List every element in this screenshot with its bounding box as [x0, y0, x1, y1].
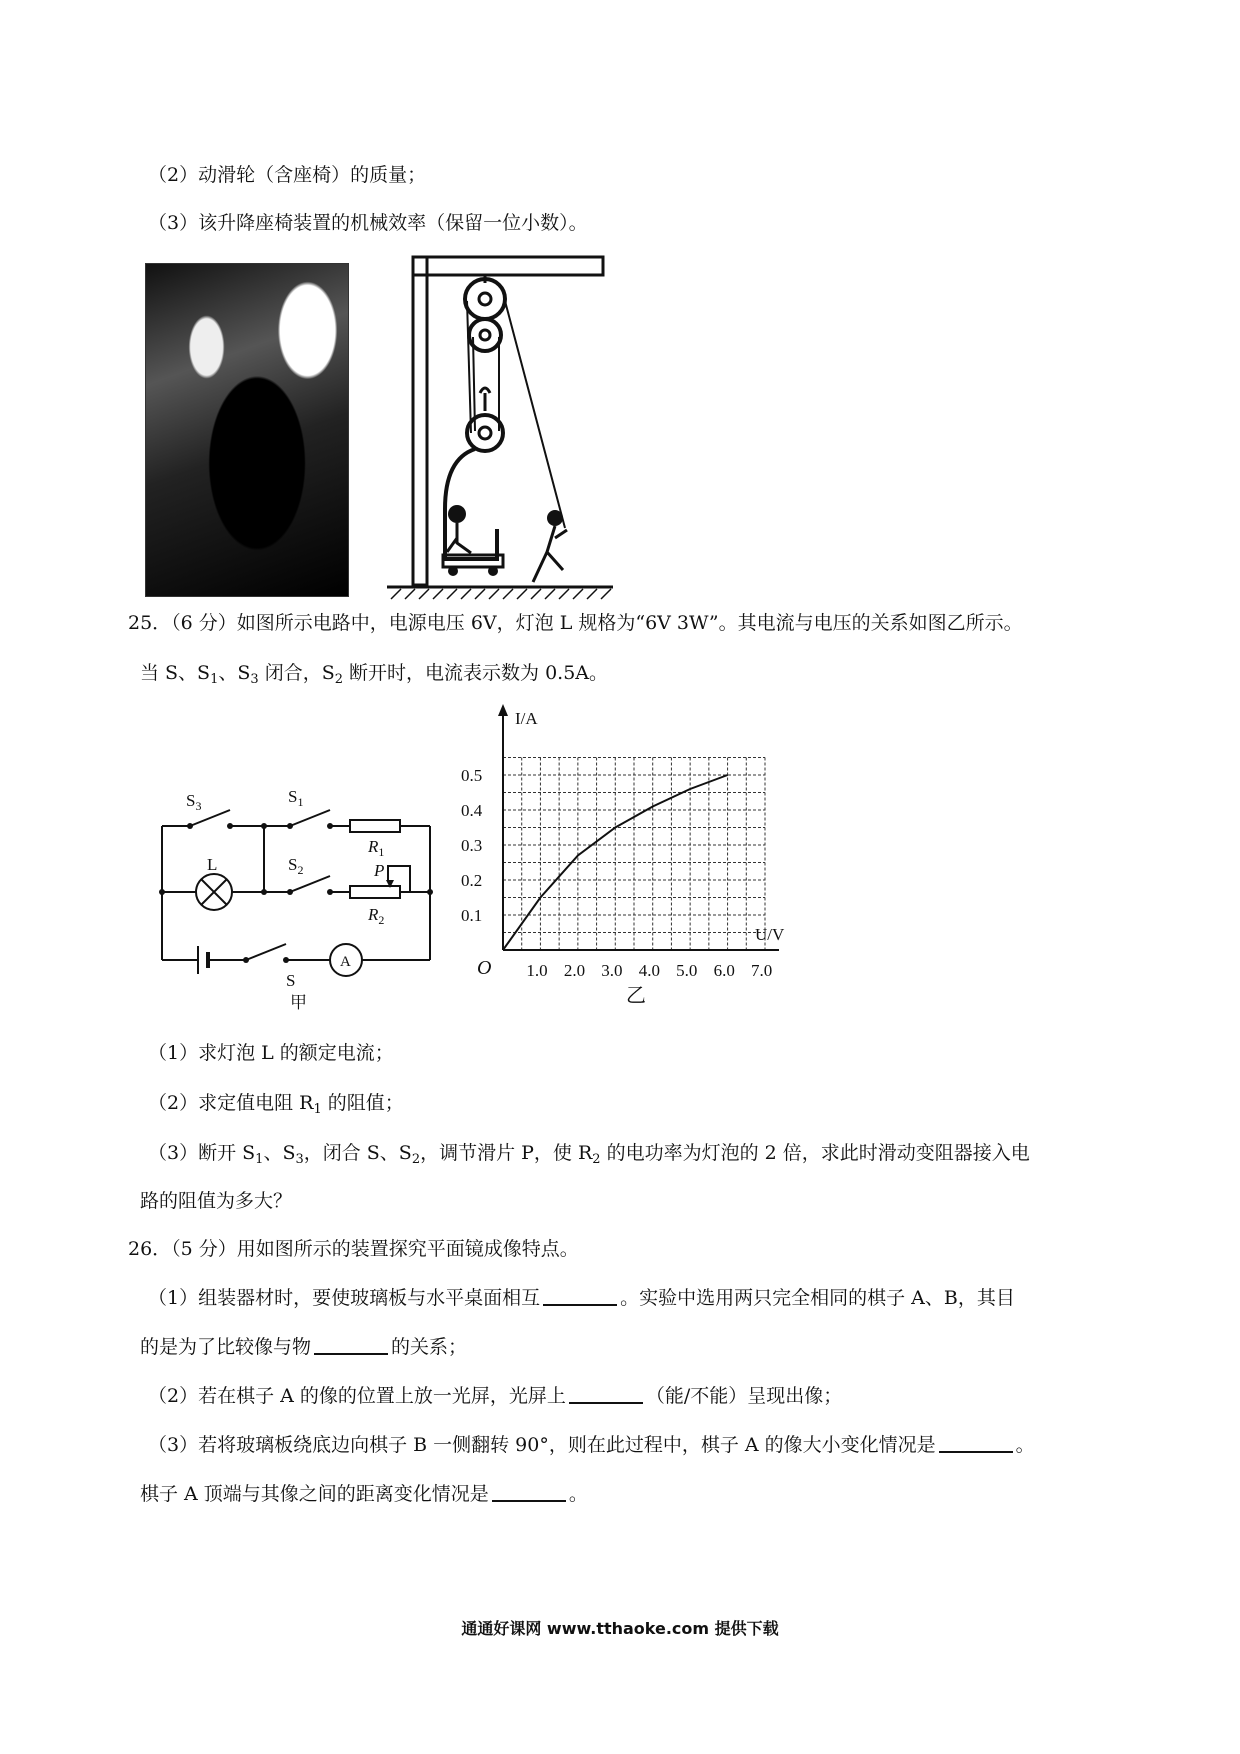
q26-item1-part: （1）组装器材时，要使玻璃板与水平桌面相互: [148, 1287, 541, 1309]
q25-item2-part: 的阻值；: [321, 1092, 404, 1114]
q26-item3-part: 。: [568, 1483, 588, 1505]
chart-grid: [503, 758, 765, 951]
circuit-diagram: [150, 780, 450, 1015]
q25-item3-sub: 3: [295, 1152, 304, 1167]
q25-item3-sub: 1: [255, 1152, 264, 1167]
slider-p-label: P: [374, 861, 385, 880]
y-tick-label: 0.4: [461, 801, 483, 820]
iv-chart: [455, 700, 790, 1015]
switch-s2-label: $S_2$: [288, 855, 304, 877]
q25-item3-part: 的电功率为灯泡的 2 倍，求此时滑动变阻器接入电: [600, 1142, 1030, 1164]
x-tick-label: 3.0: [601, 961, 623, 980]
answer-blank[interactable]: [569, 1384, 643, 1404]
switch-s3-label: $S_3$: [186, 791, 202, 813]
q25-item-2: [148, 1090, 404, 1123]
answer-blank[interactable]: [543, 1286, 617, 1306]
q25-item2-sub: 1: [313, 1102, 322, 1117]
q26-item3-part: 。: [1015, 1434, 1035, 1456]
q26-item-2: [148, 1383, 842, 1409]
ammeter-label: A: [340, 954, 351, 970]
answer-blank[interactable]: [939, 1433, 1013, 1453]
q25-stem-sub: 1: [210, 672, 219, 687]
x-tick-label: 1.0: [526, 961, 548, 980]
q26-item1-part: 。实验中选用两只完全相同的棋子 A、B，其目: [620, 1287, 1015, 1309]
switch-s1-label: $S_1$: [288, 787, 304, 809]
y-axis-label: I/A: [515, 709, 538, 728]
q26-item1-part: 的关系；: [391, 1336, 468, 1358]
x-axis-label: U/V: [755, 925, 785, 944]
chart-caption: 乙: [626, 985, 646, 1007]
q25-stem-part: 闭合，S: [258, 662, 335, 684]
q26-item1-part: 的是为了比较像与物: [140, 1336, 312, 1358]
q26-item-3-cont: [140, 1481, 588, 1507]
q26-item-1-cont: [140, 1334, 467, 1360]
q25-item2-part: （2）求定值电阻 R: [148, 1092, 314, 1114]
lift-seat-photo: [145, 263, 349, 597]
page-footer[interactable]: 通通好课网 www.tthaoke.com 提供下载: [461, 1619, 779, 1638]
answer-blank[interactable]: [314, 1335, 388, 1355]
q26-stem: 26．（5 分）用如图所示的装置探究平面镜成像特点。: [128, 1238, 579, 1260]
q26-item2-part: （能/不能）呈现出像；: [645, 1385, 843, 1407]
q26-item-3: [148, 1432, 1035, 1458]
q25-stem-sub: 3: [250, 672, 259, 687]
lamp-label: L: [207, 855, 218, 874]
q25-item3-sub: 2: [411, 1152, 421, 1167]
y-tick-label: 0.5: [461, 766, 483, 785]
x-tick-label: 4.0: [638, 961, 660, 980]
switch-s-label: S: [286, 971, 296, 990]
q25-item-1: （1）求灯泡 L 的额定电流；: [148, 1042, 394, 1064]
q25-item-3-cont: 路的阻值为多大？: [140, 1190, 293, 1212]
answer-blank[interactable]: [492, 1482, 566, 1502]
q26-item-1: [148, 1285, 1015, 1311]
q25-item3-part: ，闭合 S、S: [303, 1142, 412, 1164]
resistor-r1-label: $R_1$: [368, 837, 385, 859]
x-tick-label: 6.0: [713, 961, 735, 980]
q25-stem-part: 、S: [218, 662, 251, 684]
q25-item3-part: ，调节滑片 P，使 R: [420, 1142, 593, 1164]
q25-item3-part: 、S: [263, 1142, 296, 1164]
q25-item3-sub: 2: [592, 1152, 601, 1167]
y-tick-label: 0.2: [461, 871, 483, 890]
y-tick-label: 0.1: [461, 906, 483, 925]
chart-labels: [461, 709, 785, 1007]
q24-item-3: （3）该升降座椅装置的机械效率（保留一位小数）。: [148, 212, 588, 234]
q24-item-2: （2）动滑轮（含座椅）的质量；: [148, 164, 427, 186]
y-axis-arrow: [498, 704, 508, 716]
y-tick-label: 0.3: [461, 836, 483, 855]
q25-stem-part: 当 S、S: [140, 662, 211, 684]
q26-item3-part: （3）若将玻璃板绕底边向棋子 B 一侧翻转 90°，则在此过程中，棋子 A 的像大小变化情况是: [148, 1434, 936, 1456]
origin-label: O: [477, 957, 492, 979]
x-tick-label: 2.0: [563, 961, 586, 980]
circuit-caption: 甲: [290, 993, 307, 1012]
x-tick-label: 5.0: [676, 961, 698, 980]
q25-stem-line2: [140, 660, 608, 693]
resistor-r2-label: $R_2$: [368, 905, 385, 927]
q25-item3-part: （3）断开 S: [148, 1142, 256, 1164]
q25-stem-line1: 25．（6 分）如图所示电路中，电源电压 6V，灯泡 L 规格为“6V 3W”。其电流与电压的关系如图乙所示。: [128, 612, 1023, 634]
q26-item2-part: （2）若在棋子 A 的像的位置上放一光屏，光屏上: [148, 1385, 566, 1407]
q25-item-3: [148, 1140, 1030, 1173]
q26-item3-part: 棋子 A 顶端与其像之间的距离变化情况是: [140, 1483, 489, 1505]
x-tick-label: 7.0: [751, 961, 773, 980]
q25-stem-part: 断开时，电流表示数为 0.5A。: [343, 662, 609, 684]
q25-stem-sub: 2: [334, 672, 344, 687]
pulley-diagram: [385, 253, 615, 601]
